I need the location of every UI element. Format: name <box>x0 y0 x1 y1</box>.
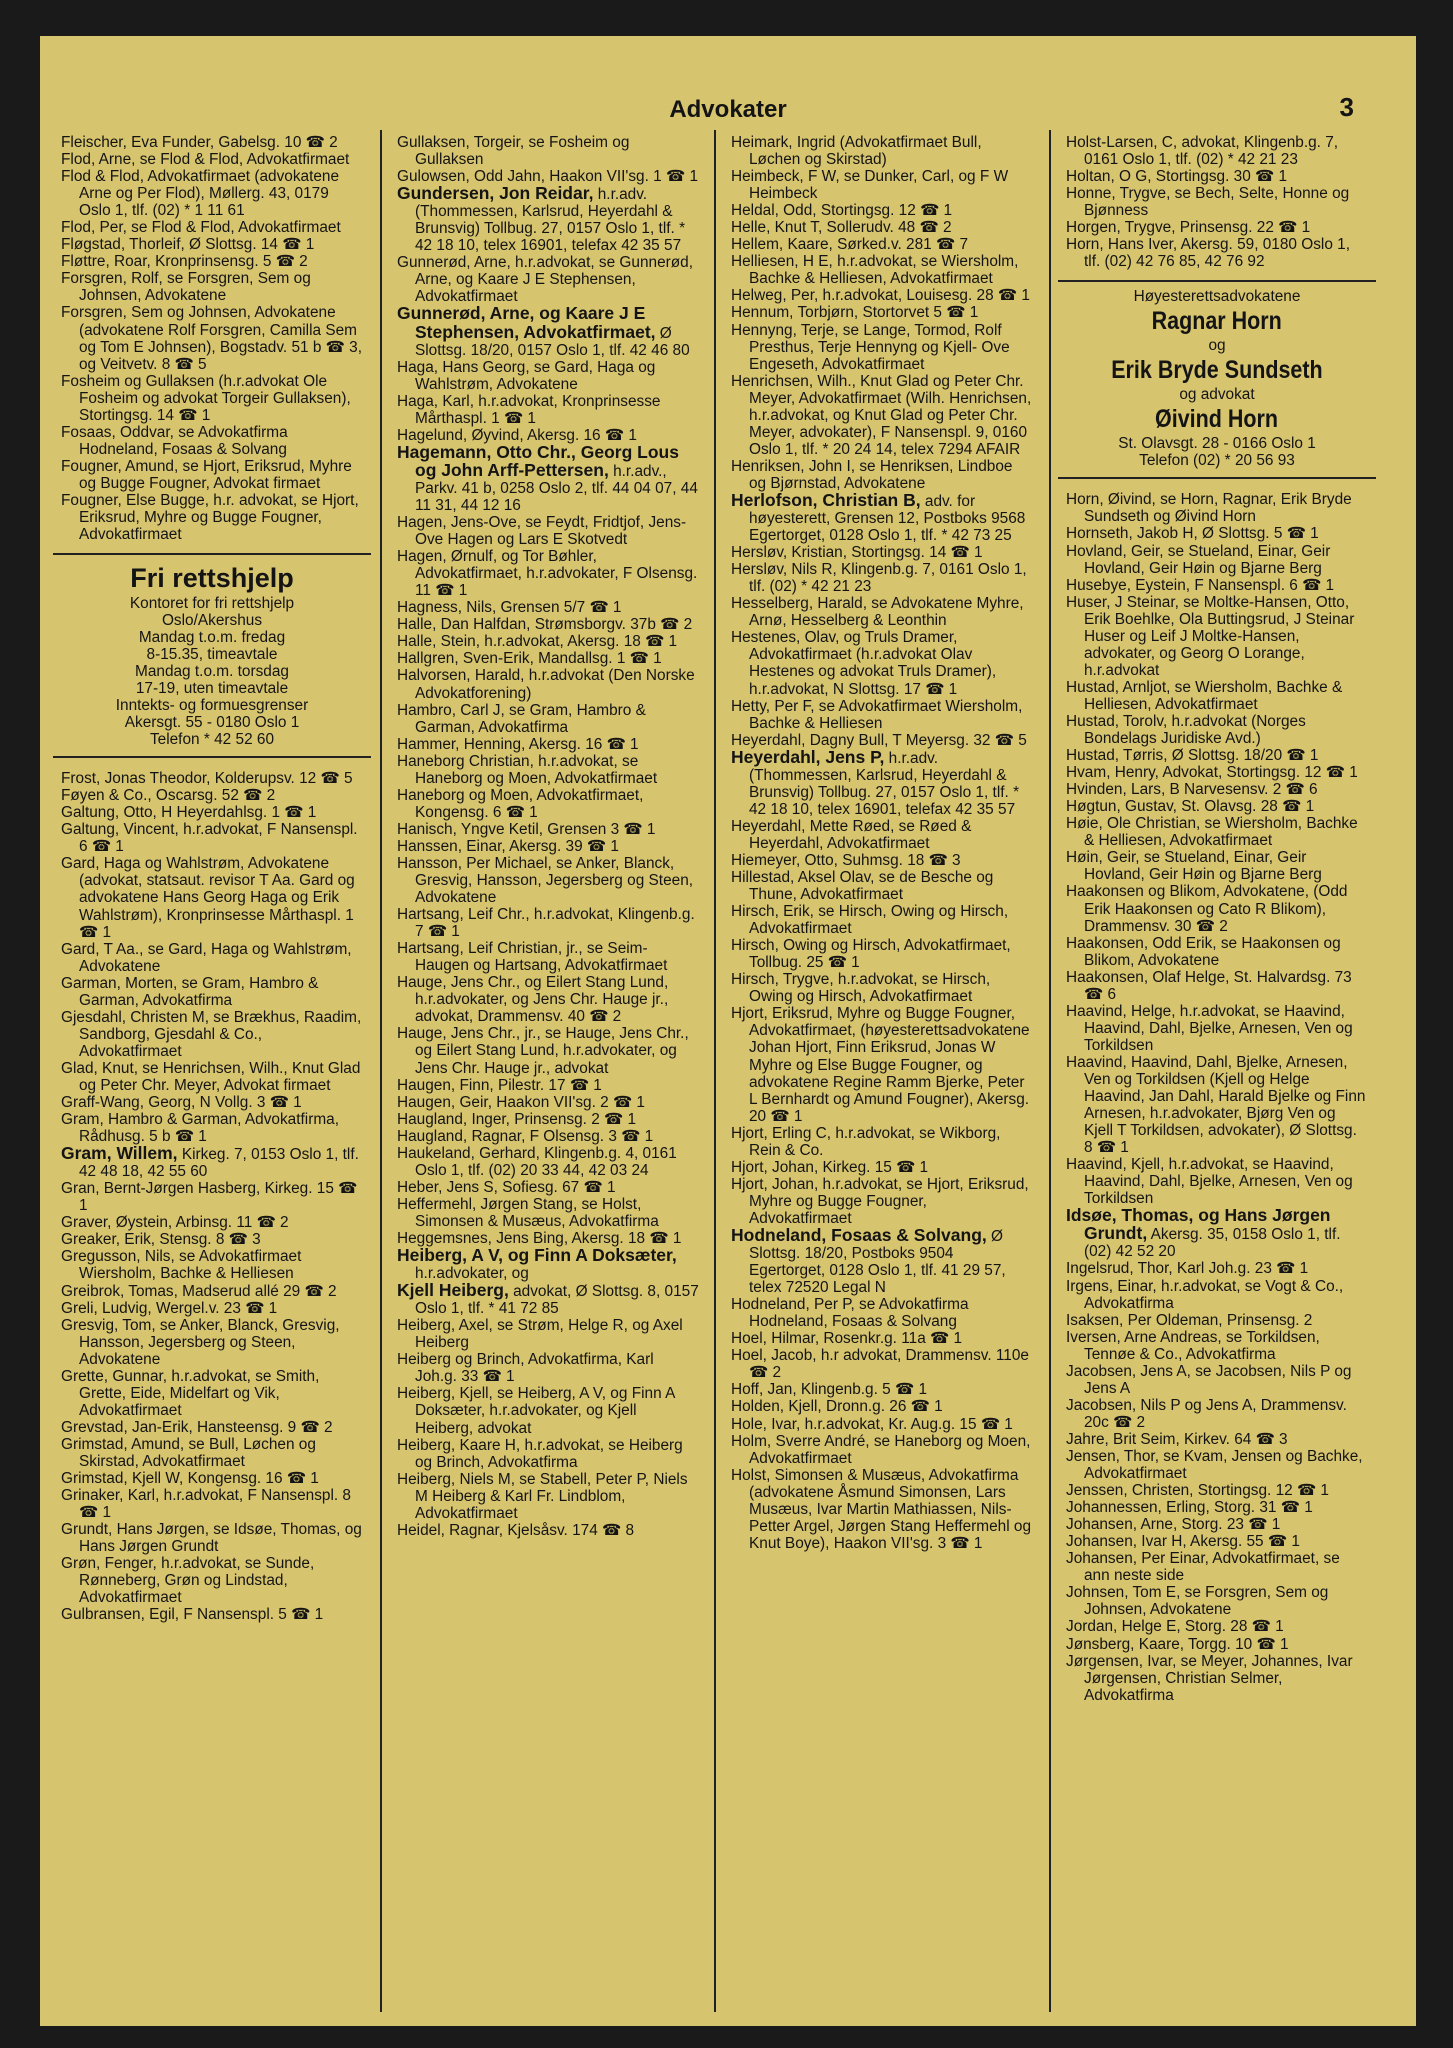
list-item: Hartsang, Leif Chr., h.r.advokat, Klingenb.g. 7 ☎ 1 <box>397 906 695 941</box>
ad-line: 17-19, uten timeavtale <box>135 680 289 698</box>
list-item: Hoel, Jacob, h.r advokat, Drammensv. 110e ☎ 2 <box>731 1347 1029 1382</box>
list-item: Holst, Simonsen & Musæus, Advokatfirma (advokatene Åsmund Simonsen, Lars Musæus, Ivar Martin Mathiassen, Nils- Petter Argel, Jørgen Stang Heffermehl og Knut Boye), Haakon VII'sg. 3 ☎ 1 <box>731 1466 1032 1552</box>
list-item: Fosaas, Oddvar, se Advokatfirma Hodneland, Fosaas & Solvang <box>61 423 288 458</box>
list-item: Glad, Knut, se Henrichsen, Wilh., Knut Glad og Peter Chr. Meyer, Advokat firmaet <box>61 1059 361 1094</box>
list-item: Haneborg Christian, h.r.advokat, se Haneborg og Moen, Advokatfirmaet <box>397 752 658 787</box>
list-item: Gullaksen, Torgeir, se Fosheim og Gullaksen <box>397 134 630 169</box>
list-item: Hagness, Nils, Grensen 5/7 ☎ 1 <box>397 599 622 617</box>
list-item: Gulowsen, Odd Jahn, Haakon VII'sg. 1 ☎ 1 <box>397 168 699 186</box>
list-item: Hammer, Henning, Akersg. 16 ☎ 1 <box>397 735 639 753</box>
list-item: Galtung, Otto, H Heyerdahlsg. 1 ☎ 1 <box>61 804 317 822</box>
list-item: Johansen, Ivar H, Akersg. 55 ☎ 1 <box>1066 1533 1300 1551</box>
list-item: Hersløv, Kristian, Stortingsg. 14 ☎ 1 <box>731 544 983 562</box>
list-item: Hagen, Ørnulf, og Tor Bøhler, Advokatfirmaet, h.r.advokater, F Olsensg. 11 ☎ 1 <box>397 548 698 600</box>
ad-line: St. Olavsgt. 28 - 0166 Oslo 1 <box>1118 435 1316 453</box>
list-item: Husebye, Eystein, F Nansenspl. 6 ☎ 1 <box>1066 576 1335 594</box>
list-item: Fougner, Amund, se Hjort, Eriksrud, Myhre og Bugge Fougner, Advokat firmaet <box>61 457 352 492</box>
list-item: Gard, Haga og Wahlstrøm, Advokatene (advokat, statsaut. revisor T Aa. Gard og advokatene Hans Georg Haga og Erik Wahlstrøm), Kronprinsesse Mårthaspl. 1 ☎ 1 <box>61 855 355 941</box>
list-item: Heimark, Ingrid (Advokatfirmaet Bull, Løchen og Skirstad) <box>731 134 982 169</box>
ad-name: Øivind Horn <box>1155 405 1279 434</box>
list-item: Jønsberg, Kaare, Torgg. 10 ☎ 1 <box>1066 1635 1289 1653</box>
list-item: Haavind, Haavind, Dahl, Bjelke, Arnesen, Ven og Torkildsen (Kjell og Helge Haavind, Jan Dahl, Harald Bjelke og Finn Arnesen, h.r.advokater, Bjørg Ven og Kjell T Torkildsen, advokater), Ø Slottsg. 8 ☎ 1 <box>1066 1053 1366 1157</box>
ad-line: Mandag t.o.m. torsdag <box>135 663 289 681</box>
list-item: Helle, Knut T, Sollerudv. 48 ☎ 2 <box>731 219 952 237</box>
list-item: Heldal, Odd, Stortingsg. 12 ☎ 1 <box>731 202 953 220</box>
list-item: Heimbeck, F W, se Dunker, Carl, og F W Heimbeck <box>731 168 1009 203</box>
list-item-featured: Gunnerød, Arne, og Kaare J E Stephensen, Advokatfirmaet, Ø Slottsg. 18/20, 0157 Oslo 1, tlf. 42 46 80 <box>397 303 690 359</box>
column-divider <box>380 130 382 2012</box>
list-item: Johansen, Per Einar, Advokatfirmaet, se ann neste side <box>1066 1550 1340 1585</box>
ad-line: Oslo/Akershus <box>161 612 263 630</box>
list-item: Horn, Øivind, se Horn, Ragnar, Erik Bryde Sundseth og Øivind Horn <box>1066 491 1352 526</box>
list-item: Horn, Hans Iver, Akersg. 59, 0180 Oslo 1, tlf. (02) 42 76 85, 42 76 92 <box>1066 236 1351 271</box>
list-item: Holm, Sverre André, se Haneborg og Moen, Advokatfirmaet <box>731 1432 1031 1467</box>
list-item: Galtung, Vincent, h.r.advokat, F Nansenspl. 6 ☎ 1 <box>61 821 358 856</box>
list-item: Haakonsen, Odd Erik, se Haakonsen og Blikom, Advokatene <box>1066 934 1341 969</box>
list-item: Gregusson, Nils, se Advokatfirmaet Wiersholm, Bachke & Helliesen <box>61 1248 302 1283</box>
list-item: Greaker, Erik, Stensg. 8 ☎ 3 <box>61 1231 261 1249</box>
list-item: Hesselberg, Harald, se Advokatene Myhre, Arnø, Hesselberg & Leonthin <box>731 595 1024 630</box>
list-item: Hennyng, Terje, se Lange, Tormod, Rolf Presthus, Terje Hennyng og Kjell- Ove Engeseth, Advokatfirmaet <box>731 321 1010 373</box>
list-item: Hansson, Per Michael, se Anker, Blanck, Gresvig, Hansson, Jegersberg og Steen, Advokatene <box>397 854 694 907</box>
ad-line: Mandag t.o.m. fredag <box>138 629 286 647</box>
list-item: Gard, T Aa., se Gard, Haga og Wahlstrøm, Advokatene <box>61 940 352 975</box>
list-item-featured: Kjell Heiberg, advokat, Ø Slottsg. 8, 0157 Oslo 1, tlf. * 41 72 85 <box>397 1280 699 1318</box>
list-item: Jacobsen, Jens A, se Jacobsen, Nils P og Jens A <box>1066 1362 1352 1397</box>
list-item-featured: Idsøe, Thomas, og Hans Jørgen Grundt, Akersg. 35, 0158 Oslo 1, tlf. (02) 42 52 20 <box>1066 1205 1341 1261</box>
column-divider <box>1049 130 1051 2012</box>
list-item: Henriksen, John I, se Henriksen, Lindboe og Bjørnstad, Advokatene <box>731 457 1013 492</box>
list-item: Haukeland, Gerhard, Klingenb.g. 4, 0161 Oslo 1, tlf. (02) 20 33 44, 42 03 24 <box>397 1144 677 1179</box>
list-item: Heiberg, Niels M, se Stabell, Peter P, Niels M Heiberg & Karl Fr. Lindblom, Advokatfirmaet <box>397 1470 688 1522</box>
list-item: Graver, Øystein, Arbinsg. 11 ☎ 2 <box>61 1214 289 1232</box>
list-item: Haugen, Geir, Haakon VII'sg. 2 ☎ 1 <box>397 1093 645 1111</box>
column-1 <box>61 134 363 1623</box>
list-item: Hersløv, Nils R, Klingenb.g. 7, 0161 Oslo 1, tlf. (02) * 42 21 23 <box>731 561 1027 596</box>
list-item: Føyen & Co., Oscarsg. 52 ☎ 2 <box>61 787 276 805</box>
ad-line: Telefon (02) * 20 56 93 <box>1139 452 1295 470</box>
list-item: Heffermehl, Jørgen Stang, se Holst, Simonsen & Musæus, Advokatfirma <box>397 1195 659 1230</box>
list-item: Halle, Dan Halfdan, Strømsborgv. 37b ☎ 2 <box>397 616 693 634</box>
ad-line: Akersgt. 55 - 0180 Oslo 1 <box>124 714 300 732</box>
list-item: Greli, Ludvig, Wergel.v. 23 ☎ 1 <box>61 1299 278 1317</box>
list-item: Irgens, Einar, h.r.advokat, se Vogt & Co., Advokatfirma <box>1066 1277 1344 1312</box>
list-item: Hjort, Johan, Kirkeg. 15 ☎ 1 <box>731 1158 929 1176</box>
list-item: Halle, Stein, h.r.advokat, Akersg. 18 ☎ 1 <box>397 633 678 651</box>
list-item-featured: Hodneland, Fosaas & Solvang, Ø Slottsg. 18/20, Postboks 9504 Egertorget, 0128 Oslo 1, tlf. 41 29 57, telex 72520 Legal N <box>731 1225 1006 1297</box>
list-item: Hirsch, Erik, se Hirsch, Owing og Hirsch, Advokatfirmaet <box>731 903 1009 938</box>
list-item: Høie, Ole Christian, se Wiersholm, Bachke & Helliesen, Advokatfirmaet <box>1066 815 1358 850</box>
list-item: Grøn, Fenger, h.r.advokat, se Sunde, Rønneberg, Grøn og Lindstad, Advokatfirmaet <box>61 1555 315 1607</box>
list-item: Hustad, Torolv, h.r.advokat (Norges Bondelags Juridiske Avd.) <box>1066 712 1306 748</box>
list-item: Haakonsen, Olaf Helge, St. Halvardsg. 73 ☎ 6 <box>1066 968 1352 1003</box>
list-item: Hirsch, Trygve, h.r.advokat, se Hirsch, Owing og Hirsch, Advokatfirmaet <box>731 971 991 1006</box>
directory-page <box>40 36 1416 2026</box>
list-item: Hetty, Per F, se Advokatfirmaet Wiersholm, Bachke & Helliesen <box>731 697 1023 732</box>
list-item: Jenssen, Christen, Stortingsg. 12 ☎ 1 <box>1066 1482 1329 1500</box>
list-item: Johnsen, Tom E, se Forsgren, Sem og Johnsen, Advokatene <box>1066 1584 1329 1619</box>
list-item: Hellem, Kaare, Sørked.v. 281 ☎ 7 <box>731 236 969 254</box>
list-item: Høgtun, Gustav, St. Olavsg. 28 ☎ 1 <box>1066 798 1315 816</box>
horn-sundseth-ad <box>1058 280 1376 479</box>
ad-line: og <box>1208 337 1226 355</box>
list-item: Forsgren, Rolf, se Forsgren, Sem og Johnsen, Advokatene <box>61 270 311 305</box>
list-item: Haga, Hans Georg, se Gard, Haga og Wahlstrøm, Advokatene <box>397 358 656 393</box>
list-item-featured: Herlofson, Christian B, adv. for høyesterett, Grensen 12, Postboks 9568 Egertorget, 0128 Oslo 1, tlf. * 42 73 25 <box>731 489 1026 545</box>
ad-name: Ragnar Horn <box>1151 307 1283 336</box>
list-item: Haugland, Ragnar, F Olsensg. 3 ☎ 1 <box>397 1127 654 1145</box>
list-item: Hodneland, Per P, se Advokatfirma Hodneland, Fosaas & Solvang <box>731 1296 969 1331</box>
list-item: Fleischer, Eva Funder, Gabelsg. 10 ☎ 2 <box>61 134 338 151</box>
list-item: Flod & Flod, Advokatfirmaet (advokatene Arne og Per Flod), Møllerg. 43, 0179 Oslo 1, tlf. (02) * 1 11 61 <box>61 168 340 220</box>
list-item: Johannessen, Erling, Storg. 31 ☎ 1 <box>1066 1499 1313 1517</box>
list-item: Grimstad, Kjell W, Kongensg. 16 ☎ 1 <box>61 1470 319 1488</box>
list-item: Hirsch, Owing og Hirsch, Advokatfirmaet, Tollbug. 25 ☎ 1 <box>731 937 1011 972</box>
list-item: Hestenes, Olav, og Truls Dramer, Advokatfirmaet (h.r.advokat Olav Hestenes og advokat Truls Dramer), h.r.advokat, N Slottsg. 17 ☎ 1 <box>731 629 997 698</box>
list-item: Hauge, Jens Chr., jr., se Hauge, Jens Chr., og Eilert Stang Lund, h.r.advokater, og Jens Chr. Hauge jr., advokat <box>397 1025 689 1077</box>
list-item: Haugland, Inger, Prinsensg. 2 ☎ 1 <box>397 1110 637 1128</box>
list-item: Jahre, Brit Seim, Kirkev. 64 ☎ 3 <box>1066 1430 1288 1448</box>
page-number: 3 <box>1339 92 1354 122</box>
list-item: Hustad, Tørris, Ø Slottsg. 18/20 ☎ 1 <box>1066 747 1319 765</box>
list-item: Gunnerød, Arne, h.r.advokat, se Gunnerød, Arne, og Kaare J E Stephensen, Advokatfirmaet <box>397 254 694 306</box>
list-item: Heyerdahl, Mette Røed, se Røed & Heyerdahl, Advokatfirmaet <box>731 817 972 852</box>
list-item: Isaksen, Per Oldeman, Prinsensg. 2 <box>1066 1311 1313 1329</box>
list-item: Helliesen, H E, h.r.advokat, se Wiersholm, Bachke & Helliesen, Advokatfirmaet <box>731 253 1019 288</box>
list-item-featured: Hagemann, Otto Chr., Georg Lous og John Arff-Pettersen, h.r.adv., Parkv. 41 b, 0258 Oslo 2, tlf. 44 04 07, 44 11 31, 44 12 16 <box>397 441 698 514</box>
list-item-featured: Gram, Willem, Kirkeg. 7, 0153 Oslo 1, tlf. 42 48 18, 42 55 60 <box>61 1143 359 1181</box>
list-item: Heiberg og Brinch, Advokatfirma, Karl Joh.g. 33 ☎ 1 <box>397 1351 654 1386</box>
list-item: Haugen, Finn, Pilestr. 17 ☎ 1 <box>397 1076 602 1094</box>
list-item: Holtan, O G, Stortingsg. 30 ☎ 1 <box>1066 168 1288 186</box>
list-item: Hanisch, Yngve Ketil, Grensen 3 ☎ 1 <box>397 820 656 838</box>
list-item: Garman, Morten, se Gram, Hambro & Garman, Advokatfirma <box>61 974 319 1009</box>
list-item: Hustad, Arnljot, se Wiersholm, Bachke & Helliesen, Advokatfirmaet <box>1066 678 1343 713</box>
list-item: Heggemsnes, Jens Bing, Akersg. 18 ☎ 1 <box>397 1230 682 1247</box>
list-item: Flod, Per, se Flod & Flod, Advokatfirmaet <box>61 219 341 237</box>
list-item: Frost, Jonas Theodor, Kolderupsv. 12 ☎ 5 <box>61 770 353 788</box>
column-3 <box>731 134 1033 1552</box>
ad-name: Erik Bryde Sundseth <box>1111 356 1323 385</box>
ad-line: Telefon * 42 52 60 <box>149 731 275 749</box>
list-item: Heiberg, Kaare H, h.r.advokat, se Heiberg og Brinch, Advokatfirma <box>397 1436 683 1471</box>
list-item: Haga, Karl, h.r.advokat, Kronprinsesse Mårthaspl. 1 ☎ 1 <box>397 392 661 427</box>
list-item: Hallgren, Sven-Erik, Mandallsg. 1 ☎ 1 <box>397 650 662 668</box>
ad-line: Høyesterettsadvokatene <box>1133 288 1301 306</box>
page-title: Advokater <box>669 96 787 123</box>
list-item: Holden, Kjell, Dronn.g. 26 ☎ 1 <box>731 1398 943 1416</box>
list-item: Hiemeyer, Otto, Suhmsg. 18 ☎ 3 <box>731 851 961 869</box>
list-item: Gjesdahl, Christen M, se Brækhus, Raadim, Sandborg, Gjesdahl & Co., Advokatfirmaet <box>61 1008 362 1060</box>
list-item: Hvinden, Lars, B Narvesensv. 2 ☎ 6 <box>1066 781 1318 799</box>
list-item: Hagelund, Øyvind, Akersg. 16 ☎ 1 <box>397 426 637 444</box>
column-divider <box>714 130 716 2012</box>
ad-line: og advokat <box>1179 386 1255 404</box>
list-item: Hanssen, Einar, Akersg. 39 ☎ 1 <box>397 837 619 855</box>
list-item: Fløgstad, Thorleif, Ø Slottsg. 14 ☎ 1 <box>61 236 315 254</box>
list-item: Haneborg og Moen, Advokatfirmaet, Kongensg. 6 ☎ 1 <box>397 786 644 821</box>
ad-line: Kontoret for fri rettshjelp <box>129 595 295 613</box>
list-item: Forsgren, Sem og Johnsen, Advokatene (advokatene Rolf Forsgren, Camilla Sem og Tom E Johnsen), Bogstadv. 51 b ☎ 3, og Veitvetv. 8 ☎ 5 <box>61 304 362 373</box>
list-item: Hagen, Jens-Ove, se Feydt, Fridtjof, Jens-Ove Hagen og Lars E Skotvedt <box>397 514 687 549</box>
list-item: Jørgensen, Ivar, se Meyer, Johannes, Ivar Jørgensen, Christian Selmer, Advokatfirma <box>1066 1652 1353 1704</box>
list-item: Hartsang, Leif Christian, jr., se Seim-Haugen og Hartsang, Advokatfirmaet <box>397 940 668 975</box>
list-item-featured: Gundersen, Jon Reidar, h.r.adv. (Thommessen, Karlsrud, Heyerdahl & Brunsvig) Tollbug. 27, 0157 Oslo 1, tlf. * 42 18 10, telex 16901, telefax 42 35 57 <box>397 183 686 255</box>
list-item: Hovland, Geir, se Stueland, Einar, Geir Hovland, Geir Høin og Bjarne Berg <box>1066 542 1331 577</box>
list-item: Heidel, Ragnar, Kjelsåsv. 174 ☎ 8 <box>397 1521 635 1539</box>
list-item: Haakonsen og Blikom, Advokatene, (Odd Erik Haakonsen og Cato R Blikom), Drammensv. 30 ☎ 2 <box>1066 883 1348 935</box>
ad-title: Fri rettshjelp <box>130 563 294 594</box>
list-item: Jordan, Helge E, Storg. 28 ☎ 1 <box>1066 1618 1284 1636</box>
ad-line: Inntekts- og formuesgrenser <box>115 697 309 715</box>
list-item: Gram, Hambro & Garman, Advokatfirma, Rådhusg. 5 b ☎ 1 <box>61 1111 339 1146</box>
list-item: Hjort, Johan, h.r.advokat, se Hjort, Eriksrud, Myhre og Bugge Fougner, Advokatfirmaet <box>731 1175 1029 1227</box>
list-item: Hoff, Jan, Klingenb.g. 5 ☎ 1 <box>731 1381 927 1399</box>
list-item: Iversen, Arne Andreas, se Torkildsen, Tennøe & Co., Advokatfirma <box>1066 1328 1320 1363</box>
list-item: Haavind, Kjell, h.r.advokat, se Haavind, Haavind, Dahl, Bjelke, Arnesen, Ven og Torkildsen <box>1066 1156 1353 1208</box>
list-item: Haavind, Helge, h.r.advokat, se Haavind, Haavind, Dahl, Bjelke, Arnesen, Ven og Torkildsen <box>1066 1002 1353 1054</box>
list-item-featured: Heiberg, A V, og Finn A Doksæter, h.r.advokater, og <box>397 1245 677 1283</box>
list-item: Horgen, Trygve, Prinsensg. 22 ☎ 1 <box>1066 219 1311 237</box>
list-item: Grimstad, Amund, se Bull, Løchen og Skirstad, Advokatfirmaet <box>61 1435 316 1470</box>
list-item: Hillestad, Aksel Olav, se de Besche og Thune, Advokatfirmaet <box>731 869 994 904</box>
list-item: Greibrok, Tomas, Madserud allé 29 ☎ 2 <box>61 1282 337 1300</box>
list-item: Grevstad, Jan-Erik, Hansteensg. 9 ☎ 2 <box>61 1418 333 1436</box>
list-item: Halvorsen, Harald, h.r.advokat (Den Norske Advokatforening) <box>397 667 695 702</box>
list-item: Grette, Gunnar, h.r.advokat, se Smith, Grette, Eide, Midelfart og Vik, Advokatfirmaet <box>61 1367 320 1419</box>
list-item: Fougner, Else Bugge, h.r. advokat, se Hjort, Eriksrud, Myhre og Bugge Fougner, Advokatfirmaet <box>61 491 359 544</box>
list-item: Hambro, Carl J, se Gram, Hambro & Garman, Advokatfirma <box>397 701 646 736</box>
list-item: Huser, J Steinar, se Moltke-Hansen, Otto, Erik Boehlke, Ola Buttingsrud, J Steinar Huser og Leif J Moltke-Hansen, advokater, og Georg O Lorange, h.r.advokat <box>1066 593 1355 679</box>
list-item: Johansen, Arne, Storg. 23 ☎ 1 <box>1066 1516 1281 1534</box>
list-item: Honne, Trygve, se Bech, Selte, Honne og Bjønness <box>1066 185 1350 220</box>
list-item: Fløttre, Roar, Kronprinsensg. 5 ☎ 2 <box>61 253 308 271</box>
list-item: Hole, Ivar, h.r.advokat, Kr. Aug.g. 15 ☎ 1 <box>731 1415 1013 1433</box>
list-item: Heyerdahl, Dagny Bull, T Meyersg. 32 ☎ 5 <box>731 731 1027 749</box>
list-item: Ingelsrud, Thor, Karl Joh.g. 23 ☎ 1 <box>1066 1260 1309 1278</box>
list-item: Gulbransen, Egil, F Nansenspl. 5 ☎ 1 <box>61 1606 324 1624</box>
list-item: Høin, Geir, se Stueland, Einar, Geir Hovland, Geir Høin og Bjarne Berg <box>1066 849 1322 884</box>
list-item: Hoel, Hilmar, Rosenkr.g. 11a ☎ 1 <box>731 1330 963 1348</box>
fri-rettshjelp-ad <box>53 553 371 758</box>
list-item: Fosheim og Gullaksen (h.r.advokat Ole Fosheim og advokat Torgeir Gullaksen), Stortingsg. 14 ☎ 1 <box>61 372 351 424</box>
list-item: Flod, Arne, se Flod & Flod, Advokatfirmaet <box>61 151 350 169</box>
list-item: Hauge, Jens Chr., og Eilert Stang Lund, h.r.advokater, og Jens Chr. Hauge jr., advokat, Drammensv. 40 ☎ 2 <box>397 974 669 1026</box>
list-item: Heiberg, Axel, se Strøm, Helge R, og Axel Heiberg <box>397 1317 683 1352</box>
column-4 <box>1066 134 1368 1704</box>
list-item: Heber, Jens S, Sofiesg. 67 ☎ 1 <box>397 1178 616 1196</box>
list-item: Grinaker, Karl, h.r.advokat, F Nansenspl. 8 ☎ 1 <box>61 1487 351 1522</box>
column-2 <box>397 134 699 1539</box>
list-item: Hjort, Erling C, h.r.advokat, se Wikborg, Rein & Co. <box>731 1124 1001 1159</box>
list-item: Hennum, Torbjørn, Stortorvet 5 ☎ 1 <box>731 304 979 322</box>
list-item: Helweg, Per, h.r.advokat, Louisesg. 28 ☎ 1 <box>731 287 1030 305</box>
list-item: Jensen, Thor, se Kvam, Jensen og Bachke, Advokatfirmaet <box>1066 1448 1363 1483</box>
list-item: Hornseth, Jakob H, Ø Slottsg. 5 ☎ 1 <box>1066 525 1319 543</box>
list-item: Gresvig, Tom, se Anker, Blanck, Gresvig, Hansson, Jegersberg og Steen, Advokatene <box>61 1316 340 1368</box>
list-item-featured: Heyerdahl, Jens P, h.r.adv. (Thommessen, Karlsrud, Heyerdahl & Brunsvig) Tollbug. 27, 0157 Oslo 1, tlf. * 42 18 10, telex 16901, telefax 42 35 57 <box>731 746 1020 818</box>
ad-line: 8-15.35, timeavtale <box>146 646 278 664</box>
list-item: Henrichsen, Wilh., Knut Glad og Peter Chr. Meyer, Advokatfirmaet (Wilh. Henrichsen, h.r.advokat, og Knut Glad og Peter Chr. Meyer, advokater), F Nansenspl. 9, 0160 Oslo 1, tlf. * 20 24 14, telex 7294 AFAIR <box>731 372 1032 458</box>
list-item: Grundt, Hans Jørgen, se Idsøe, Thomas, og Hans Jørgen Grundt <box>61 1521 362 1556</box>
list-item: Hvam, Henry, Advokat, Stortingsg. 12 ☎ 1 <box>1066 764 1358 782</box>
list-item: Hjort, Eriksrud, Myhre og Bugge Fougner, Advokatfirmaet, (høyesterettsadvokatene Johan Hjort, Finn Eriksrud, Jonas W Myhre og Else Bugge Fougner, og advokatene Regine Ramm Bjerke, Peter L Bernhardt og Amund Fougner), Akersg. 20 ☎ 1 <box>731 1005 1030 1125</box>
list-item: Holst-Larsen, C, advokat, Klingenb.g. 7, 0161 Oslo 1, tlf. (02) * 42 21 23 <box>1066 134 1339 169</box>
list-item: Heiberg, Kjell, se Heiberg, A V, og Finn A Doksæter, h.r.advokater, og Kjell Heiberg, advokat <box>397 1385 675 1437</box>
list-item: Graff-Wang, Georg, N Vollg. 3 ☎ 1 <box>61 1094 302 1112</box>
list-item: Jacobsen, Nils P og Jens A, Drammensv. 20c ☎ 2 <box>1066 1396 1347 1431</box>
list-item: Gran, Bernt-Jørgen Hasberg, Kirkeg. 15 ☎ 1 <box>61 1180 358 1215</box>
